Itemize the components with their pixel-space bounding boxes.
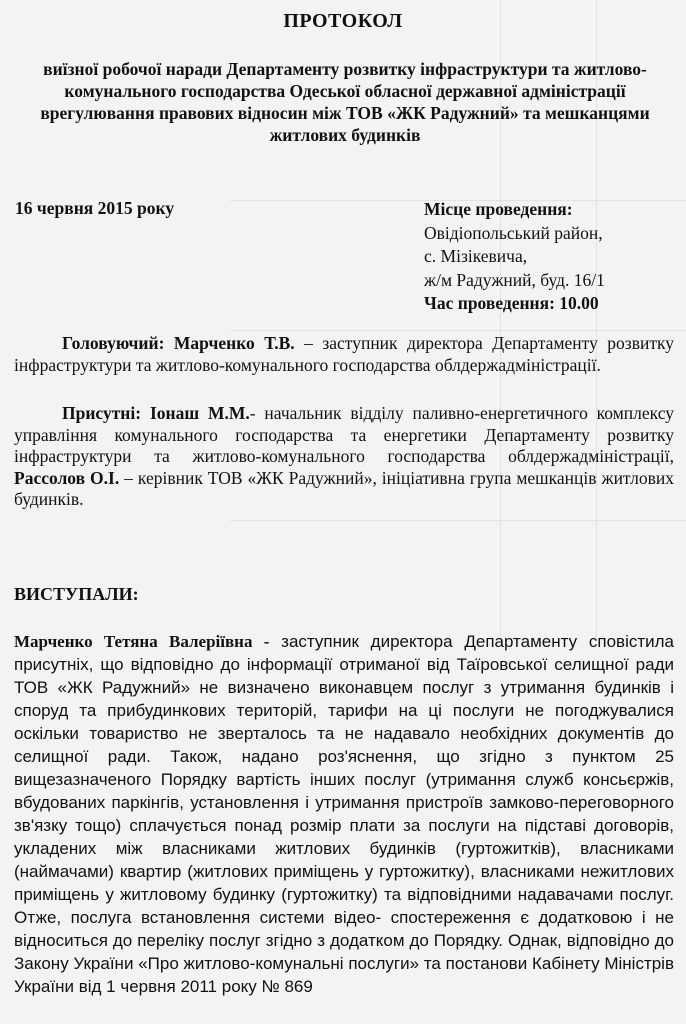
- speech-text: заступник директора Департаменту сповістила присутніх, що відповідно до інформації отриманої від Таїровської селищної ради ТОВ «ЖК Радужний» не визначено виконавцем послуг з утримання будинків і споруд та прибудинкових територій, тарифи на ці послуги не погоджувалися оскільки товариство не зверталось та не надавало необхідних документів до селищної ради. Також, надано роз'яснення, що згідно з пунктом 25 вищезазначеного Порядку вартість інших послуг (утримання служб консьєржів, вбудованих паркінгів, установлення і утримання пристроїв замково-переговорного зв'язку тощо) сплачується понад розмір плати за послуги на підставі договорів, укладених між власниками житлових будинків (гуртожитків), власниками (наймачами) квартир (житлових приміщень у гуртожитку), власниками нежитлових приміщень у житловому будинку (гуртожитку) та відповідними надавачами послуг. Отже, послуга встановлення системи відео- спостереження є додатковою і не відноситься до переліку послуг згідно з додатком до Порядку. Однак, відповідно до Закону України «Про житлово-комунальні послуги» та постанови Кабінету Міністрів України від 1 червня 2011 року № 869: [14, 632, 674, 996]
- bleed-line: [230, 330, 686, 331]
- meeting-place-block: [424, 198, 605, 316]
- chair-name: Марченко Т.В.: [173, 333, 295, 353]
- bleed-line: [230, 520, 686, 521]
- meeting-date: 16 червня 2015 року: [15, 198, 175, 218]
- chair-text: – заступник директора Департаменту розвитку інфраструктури та житлово-комунального господарства облдержадміністрації.: [14, 333, 674, 375]
- present-text-1: - начальник відділу паливно-енергетичного комплексу управління комунального господарства та енергетики Департаменту розвитку інфраструктури та житлово-комунального господарства облдержадміністрації,: [14, 403, 675, 466]
- present-paragraph: [14, 403, 674, 511]
- place-label: Місце проведення:: [424, 199, 573, 219]
- place-line-2: с. Мізікевича,: [424, 246, 528, 266]
- section-heading: ВИСТУПАЛИ:: [14, 584, 139, 604]
- place-line-3: ж/м Радужний, буд. 16/1: [424, 269, 605, 290]
- speaker-name: Марченко Тетяна Валеріївна -: [14, 632, 270, 651]
- speech-paragraph: [14, 630, 674, 998]
- meeting-time: Час проведення: 10.00: [424, 293, 599, 313]
- chair-paragraph: [14, 333, 674, 376]
- chair-label: Головуючий:: [62, 333, 165, 353]
- present-text-2: – керівник ТОВ «ЖК Радужний», ініціативна група мешканців житлових будинків.: [14, 467, 675, 509]
- present-label: Присутні:: [62, 403, 142, 423]
- document-title: ПРОТОКОЛ: [283, 10, 403, 32]
- present-name-1: Іонаш М.М.: [149, 403, 250, 423]
- present-name-2: Рассолов О.І.: [14, 467, 120, 488]
- place-line-1: Овідіопольський район,: [424, 222, 603, 243]
- document-subtitle: виїзної робочої наради Департаменту розвитку інфраструктури та житлово-комунального господарства Одеської обласної державної адміністрації врегулювання правових відносин між ТОВ «ЖК Радужний» та мешканцями житлових будинків: [40, 59, 650, 145]
